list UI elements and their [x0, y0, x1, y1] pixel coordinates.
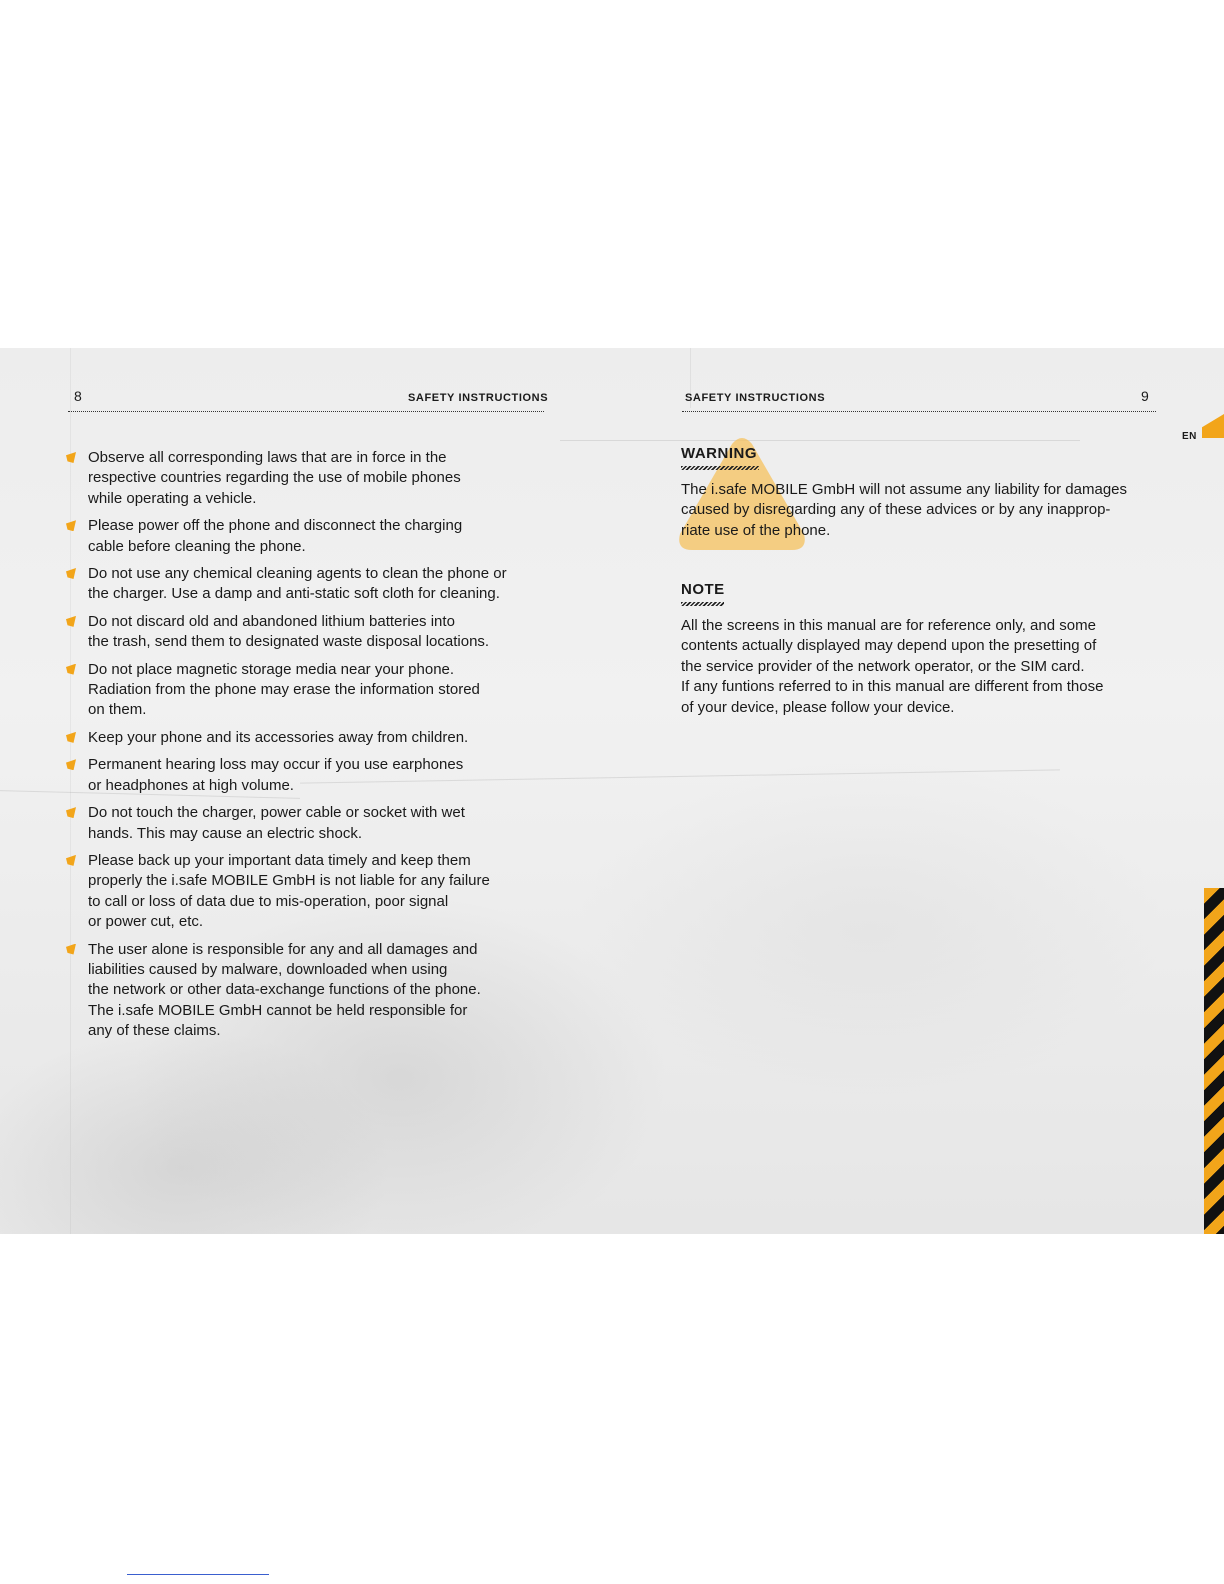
warning-title-underline — [681, 466, 759, 470]
note-text: All the screens in this manual are for reference only, and some contents actually displayed may depend upon the presetting of the service provider of the network operator, or the SIM card. If any funtions referred to in this manual are different from those of your device, please follow your device. — [681, 617, 1104, 716]
note-title-underline — [681, 602, 724, 606]
orange-bullet-icon — [66, 855, 76, 866]
list-item-text: Do not touch the charger, power cable or socket with wet hands. This may cause an electric shock. — [88, 804, 465, 842]
orange-bullet-icon — [66, 664, 76, 675]
orange-bullet-icon — [66, 616, 76, 627]
list-item — [66, 564, 546, 605]
list-item-text: Do not place magnetic storage media near your phone. Radiation from the phone may erase the information stored on them. — [88, 660, 480, 719]
orange-bullet-icon — [66, 568, 76, 579]
list-item-text: Keep your phone and its accessories away from children. — [88, 728, 469, 746]
list-item-text: Permanent hearing loss may occur if you use earphones or headphones at high volume. — [88, 756, 464, 794]
list-item — [66, 448, 546, 509]
safety-bullet-list — [66, 448, 546, 1049]
list-item — [66, 940, 546, 1042]
manual-spread — [0, 348, 1224, 1234]
header-rule-right — [682, 411, 1156, 412]
list-item-text: Please back up your important data timely and keep them properly the i.safe MOBILE GmbH is not liable for any failure to call or loss of data due to mis-operation, poor signal or power cut, etc. — [88, 851, 490, 931]
running-head-left: SAFETY INSTRUCTIONS — [408, 392, 549, 404]
list-item-text: Do not discard old and abandoned lithium batteries into the trash, send them to designated waste disposal locations. — [88, 612, 490, 651]
orange-bullet-icon — [66, 732, 76, 743]
orange-bullet-icon — [66, 759, 76, 770]
list-item-text: Do not use any chemical cleaning agents to clean the phone or the charger. Use a damp and anti-static soft cloth for cleaning. — [88, 565, 507, 603]
texture-scratch — [560, 440, 1080, 441]
list-item-text: The user alone is responsible for any and all damages and liabilities caused by malware, downloaded when using the network or other data-exchange functions of the phone. The i.safe MOBILE GmbH cannot be held responsible for any of these claims. — [88, 940, 481, 1040]
hazard-stripe-edge — [1204, 888, 1224, 1234]
note-title: NOTE — [681, 581, 725, 598]
running-head-right: SAFETY INSTRUCTIONS — [685, 392, 826, 404]
warning-text: The i.safe MOBILE GmbH will not assume any liability for damages caused by disregarding any of these advices or by any inapprop- riate use of the phone. — [681, 481, 1128, 539]
orange-bullet-icon — [66, 944, 76, 955]
page-number-left: 8 — [74, 388, 82, 404]
orange-bullet-icon — [66, 807, 76, 818]
language-tab-marker — [1202, 414, 1224, 438]
list-item — [66, 803, 546, 844]
orange-bullet-icon — [66, 520, 76, 531]
warning-title: WARNING — [681, 445, 757, 462]
list-item-text: Observe all corresponding laws that are in force in the respective countries regarding the use of mobile phones while operating a vehicle. — [88, 449, 461, 507]
list-item — [66, 851, 546, 933]
list-item-text: Please power off the phone and disconnect the charging cable before cleaning the phone. — [88, 517, 463, 555]
page-number-right: 9 — [1141, 388, 1149, 404]
orange-bullet-icon — [66, 452, 76, 463]
language-label: EN — [1182, 431, 1197, 442]
header-rule-left — [68, 411, 544, 412]
list-item — [66, 516, 546, 557]
list-item — [66, 660, 546, 721]
footnote-rule — [127, 1574, 269, 1575]
list-item — [66, 612, 546, 653]
list-item — [66, 728, 546, 748]
list-item — [66, 755, 546, 796]
